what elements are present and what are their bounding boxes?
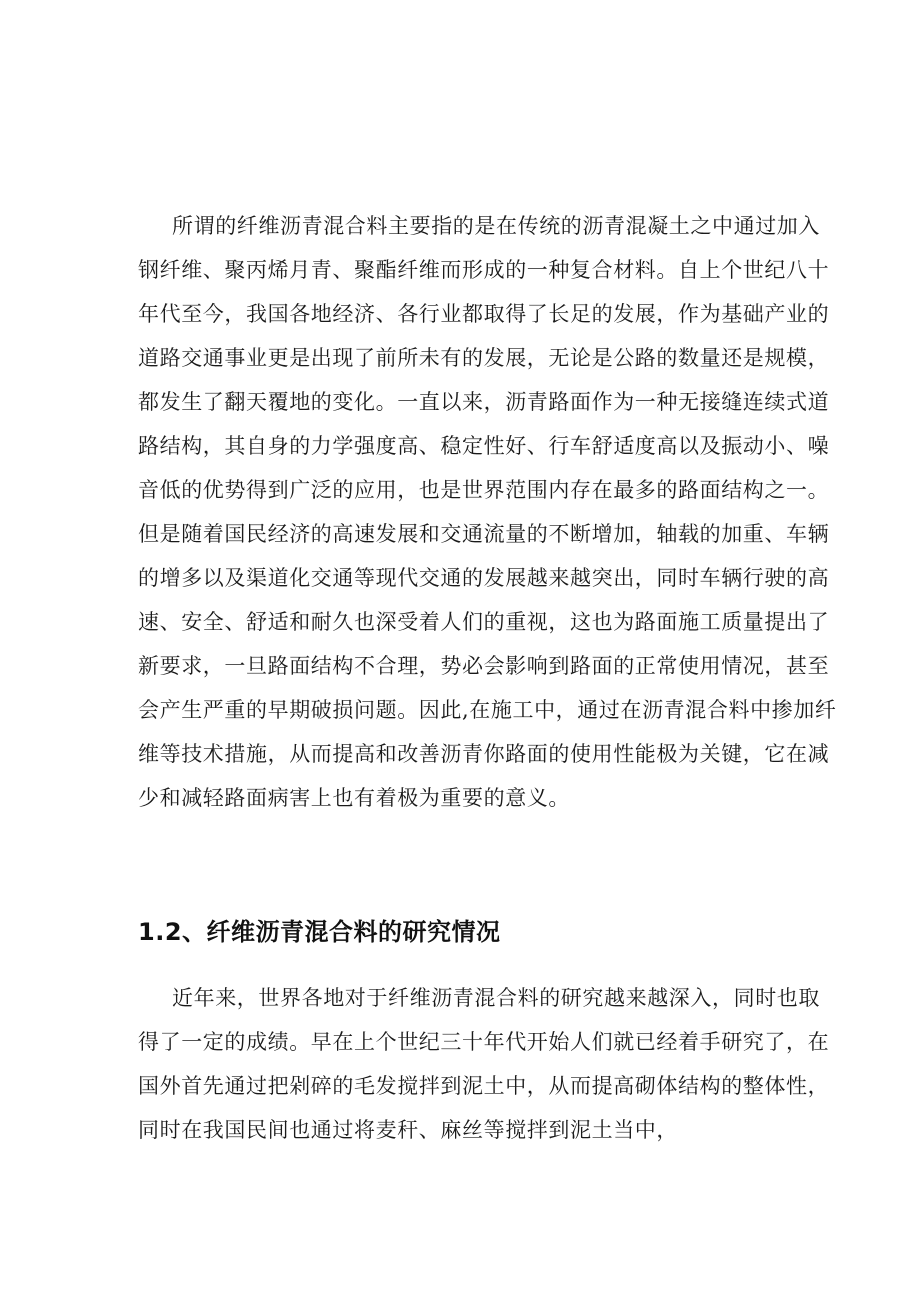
paragraph-line: 速、安全、舒适和耐久也深受着人们的重视，这也为路面施工质量提出了 — [138, 610, 830, 634]
paragraph-line: 所谓的纤维沥青混合料主要指的是在传统的沥青混凝土之中通过加入 — [172, 214, 820, 238]
paragraph-line: 年代至今，我国各地经济、各行业都取得了长足的发展，作为基础产业的 — [138, 302, 830, 326]
paragraph-line: 钢纤维、聚丙烯月青、聚酯纤维而形成的一种复合材料。自上个世纪八十 — [138, 258, 830, 282]
paragraph-line: 国外首先通过把剁碎的毛发搅拌到泥土中，从而提高砌体结构的整体性， — [138, 1074, 830, 1098]
section-heading: 1.2、纤维沥青混合料的研究情况 — [138, 918, 501, 946]
paragraph-line: 会产生严重的早期破损问题。因此,在施工中，通过在沥青混合料中掺加纤 — [138, 698, 837, 722]
paragraph-line: 少和减轻路面病害上也有着极为重要的意义。 — [138, 786, 570, 810]
paragraph-line: 路结构，其自身的力学强度高、稳定性好、行车舒适度高以及振动小、噪 — [138, 434, 830, 458]
paragraph-line: 都发生了翻天覆地的变化。一直以来，沥青路面作为一种无接缝连续式道 — [138, 390, 830, 414]
paragraph-line: 得了一定的成绩。早在上个世纪三十年代开始人们就已经着手研究了，在 — [138, 1030, 830, 1054]
paragraph-line: 近年来，世界各地对于纤维沥青混合料的研究越来越深入，同时也取 — [172, 986, 820, 1010]
paragraph-line: 道路交通事业更是出现了前所未有的发展，无论是公路的数量还是规模， — [138, 346, 830, 370]
paragraph-line: 同时在我国民间也通过将麦秆、麻丝等搅拌到泥土当中， — [138, 1118, 678, 1142]
paragraph-line: 但是随着国民经济的高速发展和交通流量的不断增加，轴载的加重、车辆 — [138, 522, 830, 546]
paragraph-line: 维等技术措施，从而提高和改善沥青你路面的使用性能极为关键，它在减 — [138, 742, 830, 766]
paragraph-line: 的增多以及渠道化交通等现代交通的发展越来越突出，同时车辆行驶的高 — [138, 566, 830, 590]
paragraph-line: 新要求，一旦路面结构不合理，势必会影响到路面的正常使用情况，甚至 — [138, 654, 830, 678]
paragraph-line: 音低的优势得到广泛的应用，也是世界范围内存在最多的路面结构之一。 — [138, 478, 830, 502]
